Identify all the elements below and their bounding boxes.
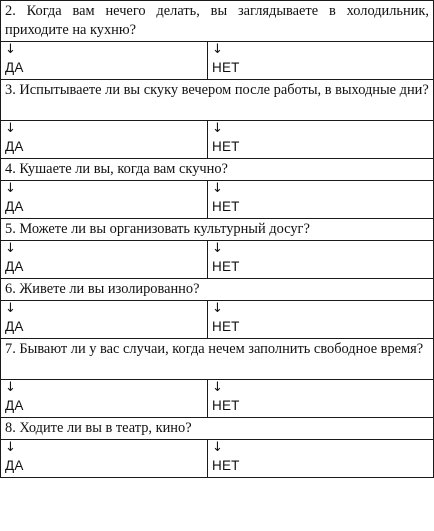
- answer-yes-cell[interactable]: [1, 42, 208, 80]
- question-text: 7. Бывают ли у вас случаи, когда нечем заполнить свободное время?: [1, 339, 434, 380]
- arrow-down-icon: ↓: [5, 241, 16, 256]
- answer-no-label: НЕТ: [212, 259, 240, 274]
- question-row: [1, 418, 434, 440]
- arrow-down-icon: ↓: [5, 121, 16, 136]
- answer-yes-label: ДА: [5, 398, 24, 413]
- answer-no-label: НЕТ: [212, 458, 240, 473]
- arrow-down-icon: ↓: [212, 181, 223, 196]
- answer-no-label: НЕТ: [212, 319, 240, 334]
- question-row: [1, 80, 434, 121]
- question-row: [1, 219, 434, 241]
- answer-no-cell[interactable]: [208, 42, 434, 80]
- answer-no-label: НЕТ: [212, 398, 240, 413]
- answer-yes-label: ДА: [5, 60, 24, 75]
- answer-yes-cell[interactable]: [1, 121, 208, 159]
- answer-row: [1, 241, 434, 279]
- answer-row: [1, 181, 434, 219]
- answer-yes-label: ДА: [5, 139, 24, 154]
- question-text: 4. Кушаете ли вы, когда вам скучно?: [1, 159, 434, 181]
- arrow-down-icon: ↓: [5, 301, 16, 316]
- question-row: [1, 339, 434, 380]
- answer-row: [1, 380, 434, 418]
- answer-no-cell[interactable]: [208, 241, 434, 279]
- arrow-down-icon: ↓: [5, 181, 16, 196]
- answer-no-cell[interactable]: [208, 181, 434, 219]
- answer-no-cell[interactable]: [208, 121, 434, 159]
- question-text: 2. Когда вам нечего делать, вы заглядываете в холодильник, приходите на кухню?: [1, 1, 434, 42]
- arrow-down-icon: ↓: [5, 380, 16, 395]
- arrow-down-icon: ↓: [212, 121, 223, 136]
- question-row: [1, 159, 434, 181]
- answer-no-cell[interactable]: [208, 440, 434, 478]
- answer-yes-cell[interactable]: [1, 301, 208, 339]
- arrow-down-icon: ↓: [212, 440, 223, 455]
- question-text: 8. Ходите ли вы в театр, кино?: [1, 418, 434, 440]
- answer-yes-label: ДА: [5, 199, 24, 214]
- question-text: 5. Можете ли вы организовать культурный досуг?: [1, 219, 434, 241]
- question-row: [1, 279, 434, 301]
- arrow-down-icon: ↓: [5, 42, 16, 57]
- arrow-down-icon: ↓: [212, 42, 223, 57]
- arrow-down-icon: ↓: [212, 380, 223, 395]
- answer-row: [1, 440, 434, 478]
- question-text: 3. Испытываете ли вы скуку вечером после работы, в выходные дни?: [1, 80, 434, 121]
- answer-no-cell[interactable]: [208, 301, 434, 339]
- answer-no-label: НЕТ: [212, 60, 240, 75]
- answer-row: [1, 121, 434, 159]
- answer-row: [1, 42, 434, 80]
- answer-yes-label: ДА: [5, 458, 24, 473]
- answer-yes-label: ДА: [5, 259, 24, 274]
- answer-yes-label: ДА: [5, 319, 24, 334]
- answer-no-label: НЕТ: [212, 199, 240, 214]
- arrow-down-icon: ↓: [212, 301, 223, 316]
- question-text: 6. Живете ли вы изолированно?: [1, 279, 434, 301]
- arrow-down-icon: ↓: [212, 241, 223, 256]
- answer-yes-cell[interactable]: [1, 380, 208, 418]
- arrow-down-icon: ↓: [5, 440, 16, 455]
- answer-no-label: НЕТ: [212, 139, 240, 154]
- answer-yes-cell[interactable]: [1, 181, 208, 219]
- answer-row: [1, 301, 434, 339]
- answer-yes-cell[interactable]: [1, 241, 208, 279]
- answer-yes-cell[interactable]: [1, 440, 208, 478]
- question-row: [1, 1, 434, 42]
- answer-no-cell[interactable]: [208, 380, 434, 418]
